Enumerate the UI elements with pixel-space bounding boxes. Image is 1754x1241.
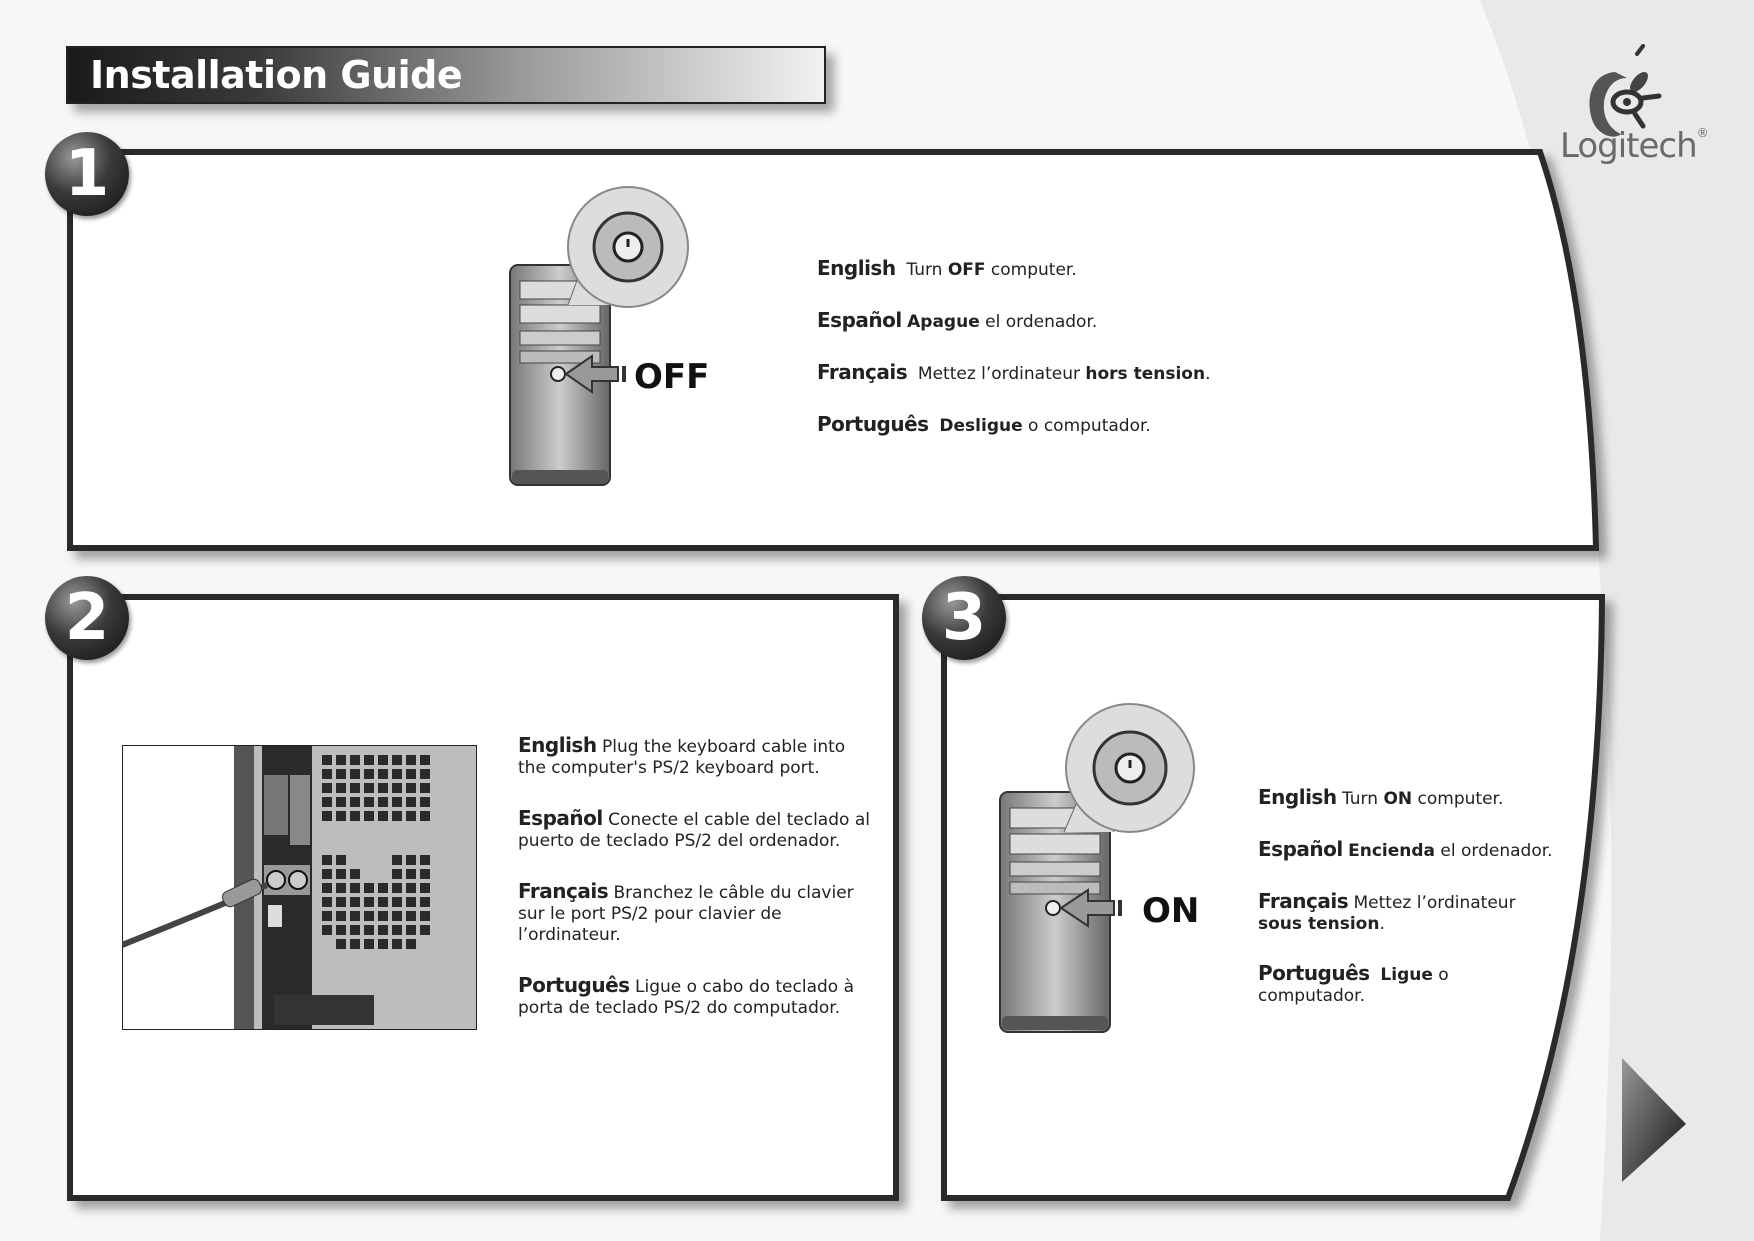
- brand-name: Logitech®: [1560, 126, 1708, 166]
- step3-instruction-portugues: Português Ligue o computador.: [1258, 961, 1449, 1006]
- step1-instruction-english: English Turn OFF computer.: [817, 256, 1077, 280]
- step1-instruction-portugues: Português Desligue o computador.: [817, 412, 1151, 436]
- step-1-badge: 1: [45, 132, 129, 216]
- next-page-arrow-icon[interactable]: [1620, 1056, 1690, 1186]
- computer-tower-off-illustration: [500, 185, 700, 495]
- page-title: Installation Guide: [90, 53, 463, 97]
- step1-frame: [70, 152, 1596, 548]
- step2-instruction-portugues: Português Ligue o cabo do teclado à porta de teclado PS/2 do computador.: [518, 973, 855, 1018]
- step2-instruction-espanol: Español Conecte el cable del teclado al puerto de teclado PS/2 del ordenador.: [518, 806, 870, 851]
- ps2-port-illustration: [122, 745, 477, 1030]
- step2-instruction-english: English Plug the keyboard cable into the computer's PS/2 keyboard port.: [518, 733, 846, 778]
- step1-instruction-espanol: Español Apague el ordenador.: [817, 308, 1098, 332]
- step-2-badge: 2: [45, 576, 129, 660]
- computer-tower-on-illustration: [990, 700, 1200, 1040]
- step3-instruction-espanol: Español Encienda el ordenador.: [1258, 837, 1553, 861]
- off-label: OFF: [634, 357, 710, 397]
- step3-instruction-francais: Français Mettez l’ordinateur sous tension.: [1258, 889, 1516, 934]
- on-label: ON: [1142, 891, 1200, 931]
- step3-instruction-english: English Turn ON computer.: [1258, 785, 1504, 809]
- step2-instruction-francais: Français Branchez le câble du clavier sur le port PS/2 pour clavier de l’ordinateur.: [518, 879, 854, 945]
- step1-instruction-francais: Français Mettez l’ordinateur hors tension.: [817, 360, 1211, 384]
- step-3-badge: 3: [922, 576, 1006, 660]
